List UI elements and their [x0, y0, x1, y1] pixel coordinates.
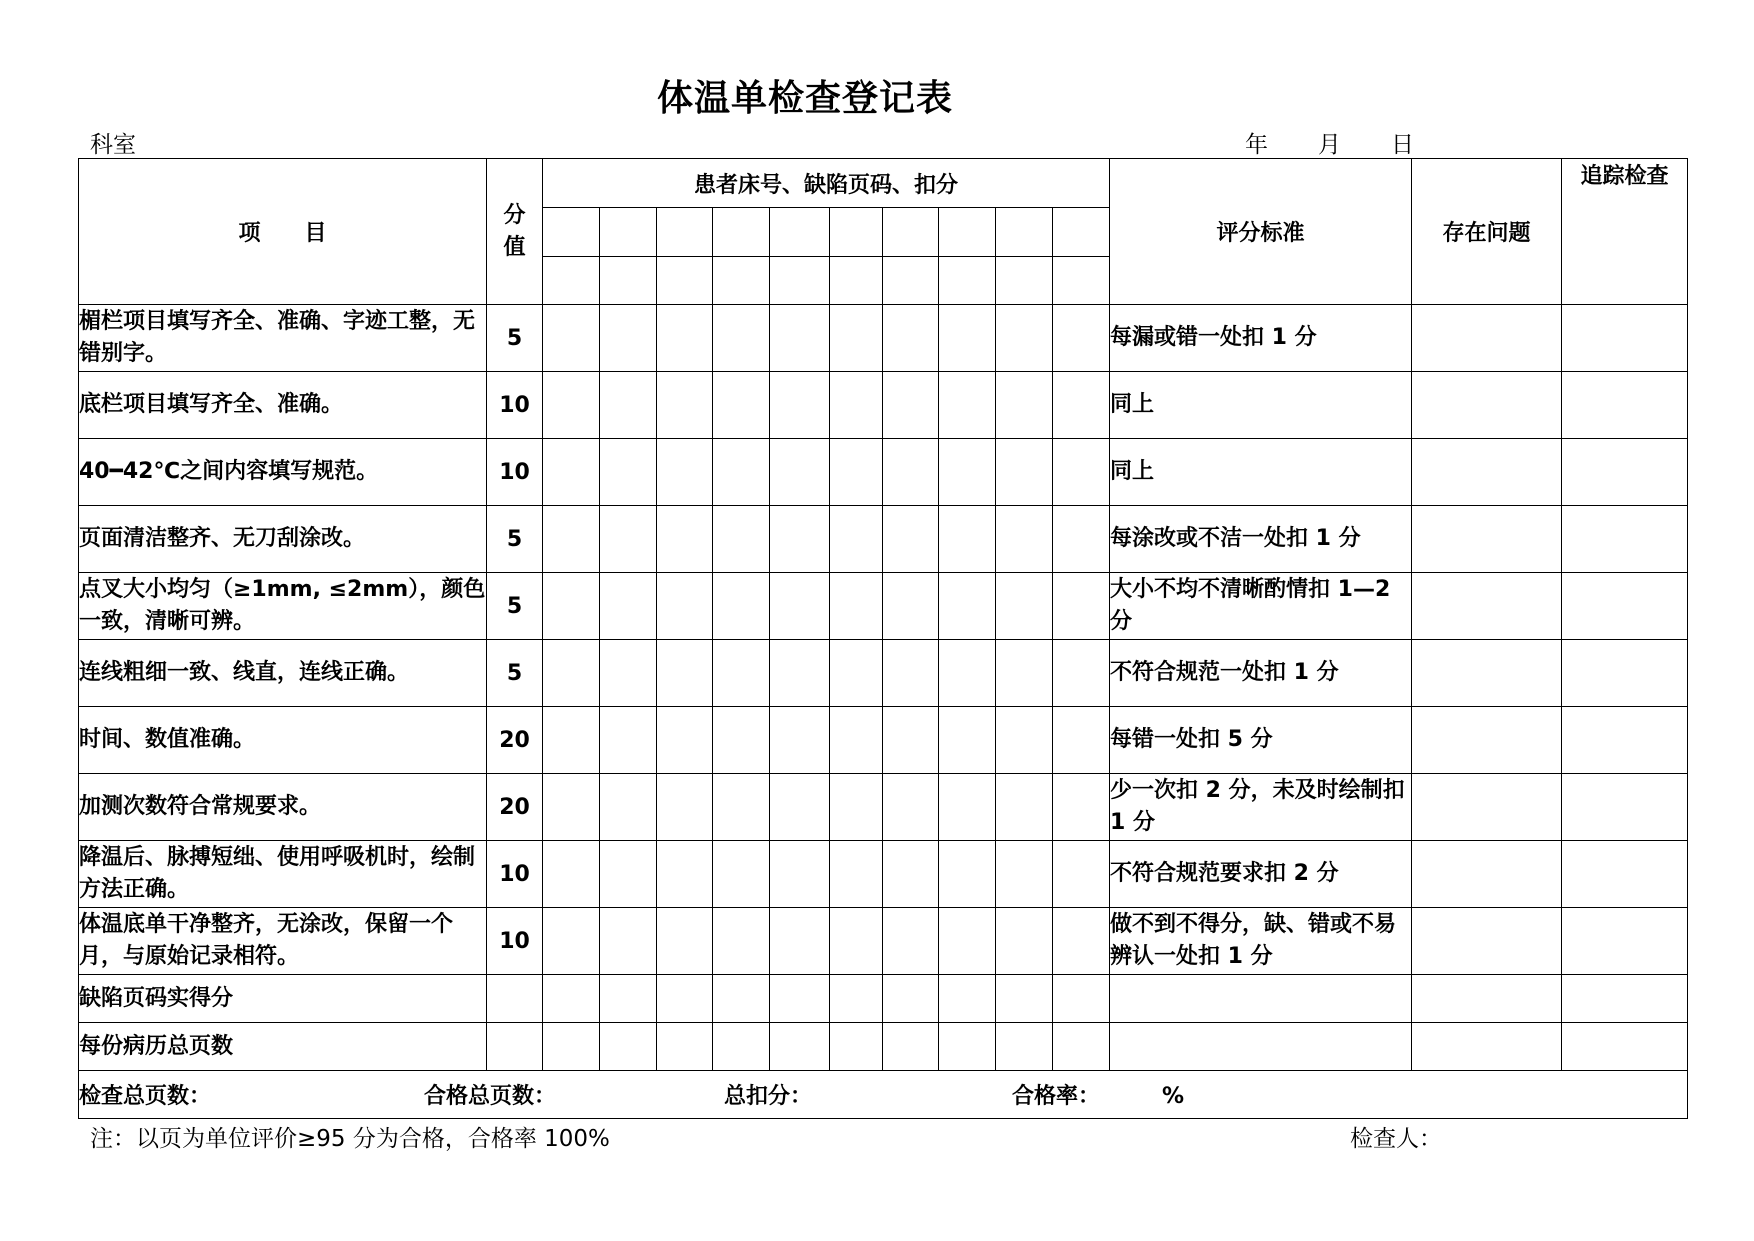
score-value: 10 — [487, 372, 543, 439]
patient-cell[interactable] — [996, 305, 1053, 372]
patient-cell[interactable] — [770, 640, 830, 707]
patient-cell[interactable] — [996, 208, 1053, 257]
criteria-text: 每涂改或不洁一处扣 1 分 — [1110, 506, 1412, 573]
issues-cell[interactable] — [1412, 305, 1562, 372]
total-pages-label: 检查总页数： — [79, 1084, 212, 1109]
patient-cell[interactable] — [996, 774, 1053, 841]
col-header-issues: 存在问题 — [1412, 159, 1562, 305]
patient-cell[interactable] — [1053, 1023, 1110, 1071]
patient-cell[interactable] — [600, 506, 657, 573]
total-deduct-label: 总扣分： — [724, 1084, 813, 1109]
patient-cell[interactable] — [830, 305, 883, 372]
patient-cell[interactable] — [600, 439, 657, 506]
col-header-followup: 追踪检查 — [1562, 159, 1688, 305]
criteria-text: 大小不均不清晰酌情扣 1—2 分 — [1110, 573, 1412, 640]
patient-cell[interactable] — [830, 774, 883, 841]
patient-cell[interactable] — [883, 841, 939, 908]
patient-cell[interactable] — [883, 573, 939, 640]
patient-cell[interactable] — [830, 439, 883, 506]
item-text: 点叉大小均匀（≥1mm, ≤2mm），颜色一致，清晰可辨。 — [79, 573, 487, 640]
patient-cell[interactable] — [1053, 257, 1110, 305]
patient-cell[interactable] — [770, 506, 830, 573]
score-value: 5 — [487, 573, 543, 640]
patient-cell[interactable] — [883, 774, 939, 841]
summary-cell — [79, 1071, 1688, 1119]
followup-cell[interactable] — [1562, 640, 1688, 707]
patient-cell[interactable] — [543, 439, 600, 506]
patient-cell[interactable] — [713, 506, 770, 573]
patient-cell[interactable] — [600, 573, 657, 640]
issues-cell[interactable] — [1412, 573, 1562, 640]
patient-cell[interactable] — [770, 1023, 830, 1071]
table-row — [79, 1023, 1688, 1071]
patient-cell[interactable] — [713, 707, 770, 774]
issues-cell[interactable] — [1412, 707, 1562, 774]
score-value: 20 — [487, 707, 543, 774]
patient-cell[interactable] — [657, 640, 713, 707]
patient-cell[interactable] — [939, 774, 996, 841]
patient-cell[interactable] — [830, 1023, 883, 1071]
score-value: 5 — [487, 305, 543, 372]
followup-cell[interactable] — [1562, 439, 1688, 506]
patient-cell[interactable] — [830, 841, 883, 908]
patient-cell[interactable] — [996, 640, 1053, 707]
patient-cell[interactable] — [770, 707, 830, 774]
patient-cell[interactable] — [600, 372, 657, 439]
patient-cell[interactable] — [600, 975, 657, 1023]
table-row — [79, 573, 1688, 640]
patient-cell[interactable] — [883, 305, 939, 372]
item-text: 楣栏项目填写齐全、准确、字迹工整，无错别字。 — [79, 305, 487, 372]
patient-cell[interactable] — [1053, 208, 1110, 257]
item-text: 缺陷页码实得分 — [79, 975, 487, 1023]
patient-cell[interactable] — [883, 908, 939, 975]
day-label: 日 — [1391, 132, 1414, 158]
patient-cell[interactable] — [770, 774, 830, 841]
patient-cell[interactable] — [657, 908, 713, 975]
patient-cell[interactable] — [657, 573, 713, 640]
patient-cell[interactable] — [543, 305, 600, 372]
score-value: 10 — [487, 908, 543, 975]
patient-cell[interactable] — [657, 707, 713, 774]
patient-cell[interactable] — [939, 305, 996, 372]
patient-cell[interactable] — [996, 707, 1053, 774]
followup-cell[interactable] — [1562, 707, 1688, 774]
month-label: 月 — [1318, 132, 1341, 158]
score-value: 5 — [487, 506, 543, 573]
patient-cell[interactable] — [713, 1023, 770, 1071]
item-text: 连线粗细一致、线直，连线正确。 — [79, 640, 487, 707]
patient-cell[interactable] — [770, 439, 830, 506]
patient-cell[interactable] — [939, 506, 996, 573]
issues-cell[interactable] — [1412, 372, 1562, 439]
patient-cell[interactable] — [1053, 707, 1110, 774]
patient-cell[interactable] — [996, 573, 1053, 640]
table-row — [79, 841, 1688, 908]
patient-cell[interactable] — [939, 841, 996, 908]
patient-cell[interactable] — [883, 640, 939, 707]
patient-cell[interactable] — [939, 1023, 996, 1071]
col-header-patient: 患者床号、缺陷页码、扣分 — [543, 159, 1110, 208]
patient-cell[interactable] — [770, 208, 830, 257]
patient-cell[interactable] — [770, 908, 830, 975]
issues-cell[interactable] — [1412, 640, 1562, 707]
patient-cell[interactable] — [657, 506, 713, 573]
patient-cell[interactable] — [543, 975, 600, 1023]
patient-cell[interactable] — [939, 439, 996, 506]
patient-cell[interactable] — [883, 506, 939, 573]
patient-cell[interactable] — [939, 640, 996, 707]
score-cell[interactable] — [487, 975, 543, 1023]
followup-cell[interactable] — [1562, 305, 1688, 372]
followup-cell[interactable] — [1562, 841, 1688, 908]
patient-cell[interactable] — [600, 707, 657, 774]
patient-cell[interactable] — [543, 1023, 600, 1071]
patient-cell[interactable] — [1053, 305, 1110, 372]
score-cell[interactable] — [487, 1023, 543, 1071]
table-row — [79, 305, 1688, 372]
patient-cell[interactable] — [1053, 439, 1110, 506]
patient-cell[interactable] — [939, 257, 996, 305]
patient-cell[interactable] — [657, 774, 713, 841]
item-text: 降温后、脉搏短绌、使用呼吸机时，绘制方法正确。 — [79, 841, 487, 908]
patient-cell[interactable] — [600, 908, 657, 975]
patient-cell[interactable] — [657, 841, 713, 908]
col-header-criteria: 评分标准 — [1110, 159, 1412, 305]
issues-cell[interactable] — [1412, 1023, 1562, 1071]
followup-cell[interactable] — [1562, 908, 1688, 975]
patient-cell[interactable] — [770, 305, 830, 372]
issues-cell[interactable] — [1412, 439, 1562, 506]
patient-cell[interactable] — [713, 257, 770, 305]
patient-cell[interactable] — [600, 640, 657, 707]
patient-cell[interactable] — [657, 208, 713, 257]
patient-cell[interactable] — [657, 257, 713, 305]
patient-cell[interactable] — [1053, 372, 1110, 439]
patient-cell[interactable] — [600, 1023, 657, 1071]
criteria-cell[interactable] — [1110, 975, 1412, 1023]
patient-cell[interactable] — [996, 506, 1053, 573]
page-title: 体温单检查登记表 — [656, 78, 953, 119]
table-row — [79, 707, 1688, 774]
patient-cell[interactable] — [939, 707, 996, 774]
patient-cell[interactable] — [830, 372, 883, 439]
patient-cell[interactable] — [770, 573, 830, 640]
patient-cell[interactable] — [1053, 506, 1110, 573]
patient-cell[interactable] — [883, 707, 939, 774]
patient-cell[interactable] — [1053, 573, 1110, 640]
patient-cell[interactable] — [713, 372, 770, 439]
issues-cell[interactable] — [1412, 774, 1562, 841]
patient-cell[interactable] — [996, 439, 1053, 506]
patient-cell[interactable] — [1053, 841, 1110, 908]
patient-cell[interactable] — [830, 707, 883, 774]
patient-cell[interactable] — [600, 305, 657, 372]
col-header-score: 分 值 — [487, 159, 543, 305]
patient-cell[interactable] — [713, 908, 770, 975]
issues-cell[interactable] — [1412, 506, 1562, 573]
patient-cell[interactable] — [939, 908, 996, 975]
patient-cell[interactable] — [600, 208, 657, 257]
patient-cell[interactable] — [996, 908, 1053, 975]
patient-cell[interactable] — [600, 257, 657, 305]
patient-cell[interactable] — [770, 372, 830, 439]
item-text: 底栏项目填写齐全、准确。 — [79, 372, 487, 439]
score-value: 5 — [487, 640, 543, 707]
patient-cell[interactable] — [830, 640, 883, 707]
patient-cell[interactable] — [543, 707, 600, 774]
patient-cell[interactable] — [657, 1023, 713, 1071]
followup-cell[interactable] — [1562, 975, 1688, 1023]
patient-cell[interactable] — [883, 372, 939, 439]
table-row — [79, 908, 1688, 975]
patient-cell[interactable] — [543, 774, 600, 841]
patient-cell[interactable] — [543, 372, 600, 439]
percent-label: % — [1162, 1084, 1185, 1109]
patient-cell[interactable] — [600, 774, 657, 841]
col-header-item: 项 目 — [79, 159, 487, 305]
patient-cell[interactable] — [543, 208, 600, 257]
patient-cell[interactable] — [996, 1023, 1053, 1071]
issues-cell[interactable] — [1412, 841, 1562, 908]
table-row — [79, 640, 1688, 707]
patient-cell[interactable] — [657, 439, 713, 506]
footer-note: 注：以页为单位评价≥95 分为合格，合格率 100% — [90, 1126, 610, 1152]
patient-cell[interactable] — [713, 975, 770, 1023]
year-label: 年 — [1245, 132, 1268, 158]
pass-pages-label: 合格总页数： — [424, 1084, 557, 1109]
summary-row — [79, 1071, 1688, 1119]
table-row — [79, 372, 1688, 439]
patient-cell[interactable] — [543, 573, 600, 640]
patient-cell[interactable] — [883, 439, 939, 506]
patient-cell[interactable] — [713, 305, 770, 372]
table-row — [79, 774, 1688, 841]
patient-cell[interactable] — [713, 439, 770, 506]
patient-cell[interactable] — [883, 257, 939, 305]
item-text: 每份病历总页数 — [79, 1023, 487, 1071]
patient-cell[interactable] — [770, 975, 830, 1023]
inspector-label: 检查人： — [1350, 1126, 1442, 1152]
patient-cell[interactable] — [657, 305, 713, 372]
followup-cell[interactable] — [1562, 372, 1688, 439]
patient-cell[interactable] — [883, 975, 939, 1023]
issues-cell[interactable] — [1412, 908, 1562, 975]
patient-cell[interactable] — [830, 506, 883, 573]
item-text: 体温底单干净整齐，无涂改，保留一个月，与原始记录相符。 — [79, 908, 487, 975]
item-text: 时间、数值准确。 — [79, 707, 487, 774]
criteria-text: 同上 — [1110, 439, 1412, 506]
patient-cell[interactable] — [713, 640, 770, 707]
score-value: 20 — [487, 774, 543, 841]
patient-cell[interactable] — [996, 841, 1053, 908]
patient-cell[interactable] — [543, 640, 600, 707]
patient-cell[interactable] — [939, 208, 996, 257]
patient-cell[interactable] — [713, 841, 770, 908]
followup-cell[interactable] — [1562, 1023, 1688, 1071]
date-line — [1245, 126, 1414, 159]
followup-cell[interactable] — [1562, 774, 1688, 841]
inspection-table — [78, 158, 1688, 1119]
patient-cell[interactable] — [939, 372, 996, 439]
patient-cell[interactable] — [657, 372, 713, 439]
score-value: 10 — [487, 439, 543, 506]
criteria-cell[interactable] — [1110, 1023, 1412, 1071]
followup-cell[interactable] — [1562, 506, 1688, 573]
criteria-text: 同上 — [1110, 372, 1412, 439]
criteria-text: 做不到不得分，缺、错或不易辨认一处扣 1 分 — [1110, 908, 1412, 975]
patient-cell[interactable] — [939, 975, 996, 1023]
patient-cell[interactable] — [713, 573, 770, 640]
criteria-text: 不符合规范一处扣 1 分 — [1110, 640, 1412, 707]
patient-cell[interactable] — [996, 975, 1053, 1023]
patient-cell[interactable] — [996, 257, 1053, 305]
score-value: 10 — [487, 841, 543, 908]
patient-cell[interactable] — [657, 975, 713, 1023]
table-row — [79, 506, 1688, 573]
patient-cell[interactable] — [1053, 975, 1110, 1023]
issues-cell[interactable] — [1412, 975, 1562, 1023]
criteria-text: 不符合规范要求扣 2 分 — [1110, 841, 1412, 908]
criteria-text: 每错一处扣 5 分 — [1110, 707, 1412, 774]
patient-cell[interactable] — [883, 208, 939, 257]
patient-cell[interactable] — [996, 372, 1053, 439]
pass-rate-label: 合格率： — [1012, 1084, 1101, 1109]
patient-cell[interactable] — [830, 975, 883, 1023]
criteria-text: 每漏或错一处扣 1 分 — [1110, 305, 1412, 372]
item-text: 加测次数符合常规要求。 — [79, 774, 487, 841]
patient-cell[interactable] — [830, 573, 883, 640]
dept-label: 科室 — [90, 132, 136, 158]
patient-cell[interactable] — [830, 208, 883, 257]
patient-cell[interactable] — [713, 774, 770, 841]
patient-cell[interactable] — [939, 573, 996, 640]
patient-cell[interactable] — [1053, 640, 1110, 707]
followup-cell[interactable] — [1562, 573, 1688, 640]
criteria-text: 少一次扣 2 分，未及时绘制扣 1 分 — [1110, 774, 1412, 841]
item-text: 40━42℃之间内容填写规范。 — [79, 439, 487, 506]
item-text: 页面清洁整齐、无刀刮涂改。 — [79, 506, 487, 573]
patient-cell[interactable] — [600, 841, 657, 908]
table-row — [79, 439, 1688, 506]
patient-cell[interactable] — [543, 841, 600, 908]
patient-cell[interactable] — [883, 1023, 939, 1071]
patient-cell[interactable] — [543, 908, 600, 975]
patient-cell[interactable] — [543, 506, 600, 573]
patient-cell[interactable] — [770, 841, 830, 908]
patient-cell[interactable] — [830, 257, 883, 305]
patient-cell[interactable] — [1053, 908, 1110, 975]
patient-cell[interactable] — [713, 208, 770, 257]
patient-cell[interactable] — [770, 257, 830, 305]
patient-cell[interactable] — [1053, 774, 1110, 841]
table-row — [79, 975, 1688, 1023]
patient-cell[interactable] — [543, 257, 600, 305]
patient-cell[interactable] — [830, 908, 883, 975]
